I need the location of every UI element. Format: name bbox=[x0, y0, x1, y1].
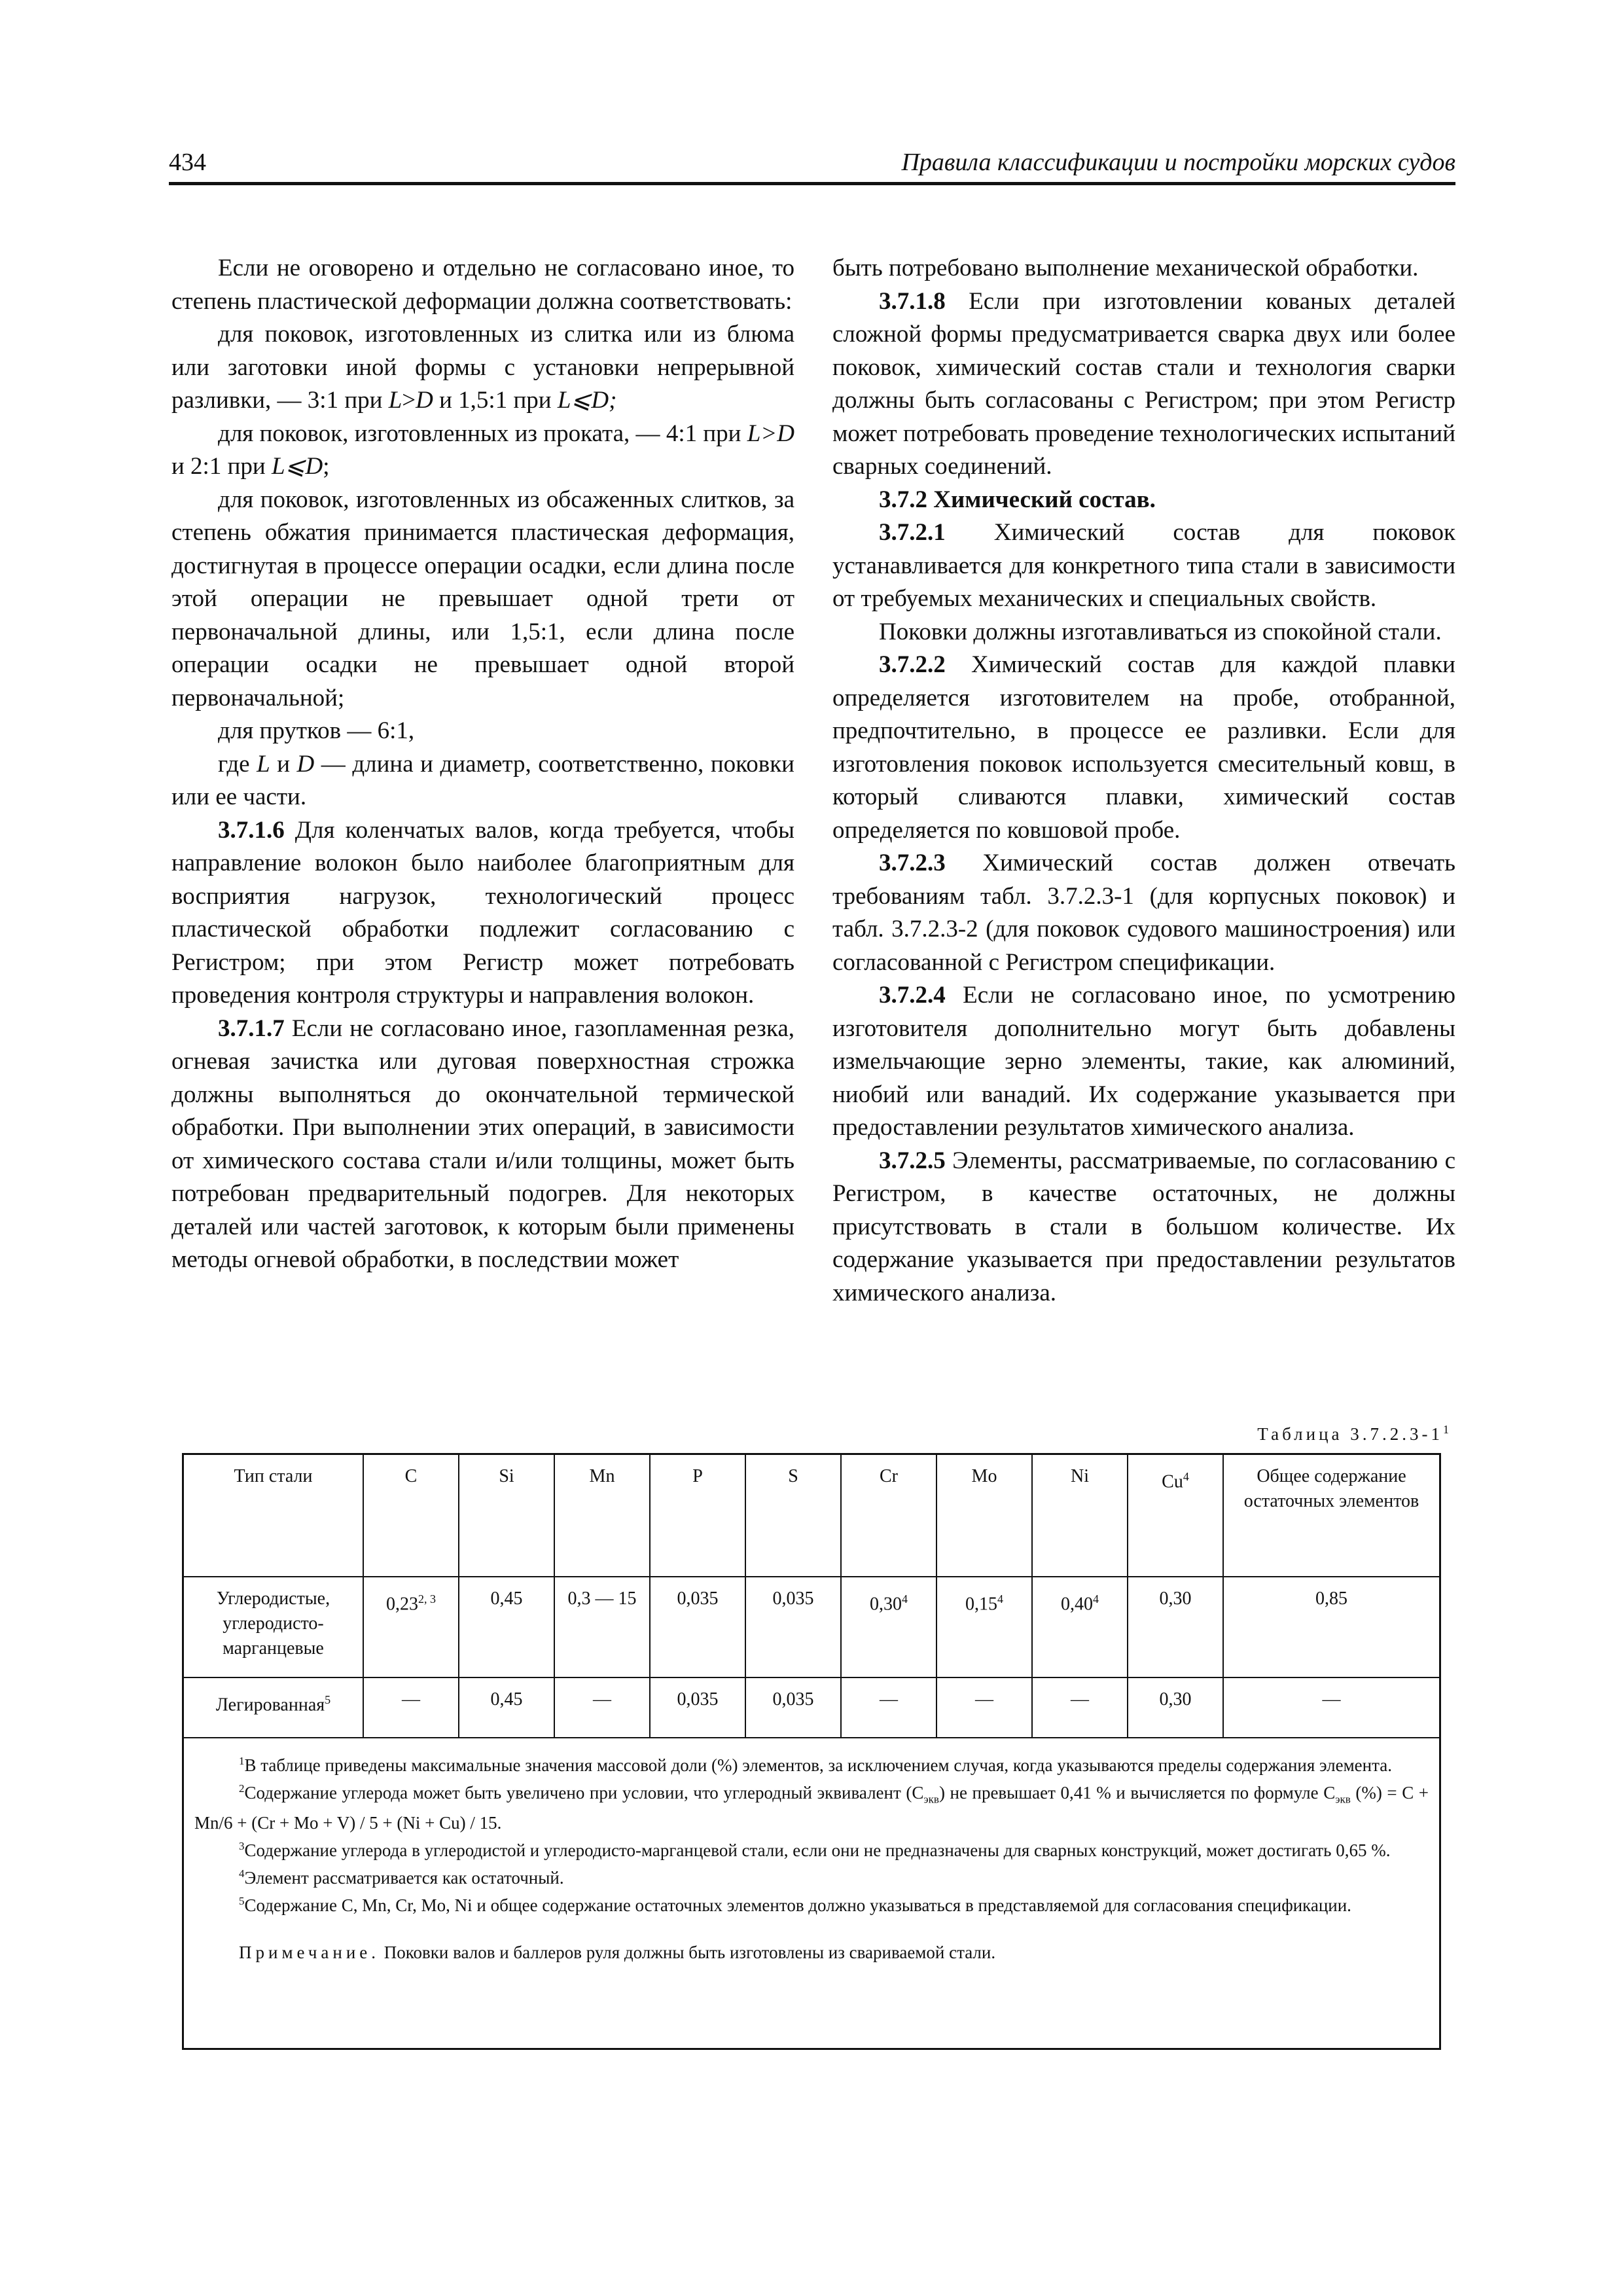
cell: 0,85 bbox=[1223, 1577, 1439, 1677]
page-number: 434 bbox=[169, 149, 206, 176]
cell: Углеродистые, углеродисто-марганцевые bbox=[184, 1577, 363, 1677]
paragraph: Если не оговорено и отдельно не согласовано иное, то степень пластической деформации должна соответствовать: bbox=[171, 255, 794, 315]
footnote: $^2$Содержание углерода может быть увеличено при условии, что углеродный эквивалент $(C_{экв})$ не превышает 0,41 % и вычисляется по формуле $C_{экв}$ (%) = C + Mn/6 + (Cr + Mo + V) / 5 + (Ni + Cu) / 15. bbox=[194, 1782, 1429, 1833]
cell: 0,035 bbox=[745, 1577, 841, 1677]
paragraph: Поковки должны изготавливаться из спокойной стали. bbox=[879, 618, 1442, 645]
section-3-7-1-6: 3.7.1.6 Для коленчатых валов, когда требуется, чтобы направление волокон было наиболее благоприятным для восприятия нагрузок, технологический процесс пластической обработки подлежит согласованию с Регистром; при этом Регистр может потребовать проведения контроля структуры и направления волокон. bbox=[171, 816, 794, 1009]
cell: — bbox=[554, 1677, 650, 1738]
table-remark: Примечание. Поковки валов и баллеров руля должны быть изготовлены из свариваемой стали. bbox=[239, 1943, 996, 1963]
header-cell: Si bbox=[459, 1455, 554, 1577]
cell: 0,30 bbox=[1128, 1677, 1223, 1738]
cell: 0,30$^4$ bbox=[841, 1577, 936, 1677]
cell: Легированная$^5$ bbox=[184, 1677, 363, 1738]
header-cell: C bbox=[363, 1455, 459, 1577]
paragraph: для поковок, изготовленных из слитка или из блюма или заготовки иной формы с установки непрерывной разливки, — 3:1 при L>D и 1,5:1 при L⩽D; bbox=[171, 321, 794, 414]
chemical-composition-table bbox=[182, 1453, 1441, 2050]
paragraph: для прутков — 6:1, bbox=[218, 717, 415, 744]
cell: 0,30 bbox=[1128, 1577, 1223, 1677]
cell: — bbox=[936, 1677, 1032, 1738]
section-3-7-2-4: 3.7.2.4 Если не согласовано иное, по усмотрению изготовителя дополнительно могут быть добавлены измельчающие зерно элементы, такие, как алюминий, ниобий или ванадий. Их содержание указывается при предоставлении результатов химического анализа. bbox=[832, 982, 1455, 1141]
table-caption: Таблица $3.7.2.3-1^1$ bbox=[1257, 1423, 1449, 1444]
section-3-7-1-7: 3.7.1.7 Если не согласовано иное, газопламенная резка, огневая зачистка или дуговая поверхностная строжка должны выполняться до окончательной термической обработки. При выполнении этих операций, в зависимости от химического состава стали и/или толщины, может быть потребован предварительный подогрев. Для некоторых деталей или частей заготовок, к которым были применены методы огневой обработки, в последствии может bbox=[171, 1014, 794, 1273]
header-cell: Cr bbox=[841, 1455, 936, 1577]
section-3-7-2-1: 3.7.2.1 Химический состав для поковок устанавливается для конкретного типа стали в зависимости от требуемых механических и специальных свойств. bbox=[832, 519, 1455, 612]
cell: — bbox=[1223, 1677, 1439, 1738]
cell: 0,3 — 15 bbox=[554, 1577, 650, 1677]
cell: — bbox=[841, 1677, 936, 1738]
cell: — bbox=[363, 1677, 459, 1738]
footnote: $^3$Содержание углерода в углеродистой и углеродисто-марганцевой стали, если они не предназначены для сварных конструкций, может достигать 0,65 %. bbox=[239, 1840, 1391, 1861]
section-3-7-2-5: 3.7.2.5 Элементы, рассматриваемые, по согласованию с Регистром, в качестве остаточных, не должны присутствовать в стали в большом количестве. Их содержание указывается при предоставлении результатов химического анализа. bbox=[832, 1147, 1455, 1306]
paragraph: для поковок, изготовленных из обсаженных слитков, за степень обжатия принимается пластическая деформация, достигнутая в процессе операции осадки, если длина после этой операции не превышает одной трети от первоначальной длины, или 1,5:1, если длина после операции осадки не превышает одной второй первоначальной; bbox=[171, 486, 794, 711]
table-footnotes bbox=[194, 1749, 1429, 1964]
paragraph: быть потребовано выполнение механической обработки. bbox=[832, 255, 1419, 281]
cell: 0,15$^4$ bbox=[936, 1577, 1032, 1677]
cell: 0,40$^4$ bbox=[1032, 1577, 1128, 1677]
section-3-7-2-2: 3.7.2.2 Химический состав для каждой плавки определяется изготовителем на пробе, отобранной, предпочтительно, в процессе ее разливки. Если для изготовления поковок используется смесительный ковш, в который сливаются плавки, химический состав определяется по ковшовой пробе. bbox=[832, 651, 1455, 844]
section-3-7-2-3: 3.7.2.3 Химический состав должен отвечать требованиям табл. 3.7.2.3-1 (для корпусных поковок) и табл. 3.7.2.3-2 (для поковок судового машиностроения) или согласованной с Регистром спецификации. bbox=[832, 850, 1455, 976]
header-cell: Mo bbox=[936, 1455, 1032, 1577]
header-cell: S bbox=[745, 1455, 841, 1577]
header-cell: Общее содержание остаточных элементов bbox=[1223, 1455, 1439, 1577]
cell: 0,035 bbox=[650, 1577, 745, 1677]
cell: 0,45 bbox=[459, 1677, 554, 1738]
table-header-row bbox=[184, 1455, 1439, 1577]
cell: 0,035 bbox=[745, 1677, 841, 1738]
footnote: $^1$В таблице приведены максимальные значения массовой доли (%) элементов, за исключением случая, когда указываются пределы содержания элемента. bbox=[239, 1755, 1392, 1775]
header-cell: Ni bbox=[1032, 1455, 1128, 1577]
footnote: $^5$Содержание C, Mn, Cr, Mo, Ni и общее содержание остаточных элементов должно указываться в представляемой для согласования спецификации. bbox=[239, 1895, 1351, 1916]
left-column bbox=[171, 252, 794, 1277]
table-row bbox=[184, 1577, 1439, 1677]
header-cell: P bbox=[650, 1455, 745, 1577]
section-3-7-1-8: 3.7.1.8 Если при изготовлении кованых деталей сложной формы предусматривается сварка двух или более поковок, химический состав стали и технология сварки должны быть согласованы с Регистром; при этом Регистр может потребовать проведение технологических испытаний сварных соединений. bbox=[832, 287, 1455, 480]
cell: — bbox=[1032, 1677, 1128, 1738]
section-heading: 3.7.2 Химический состав. bbox=[879, 486, 1156, 513]
page-header bbox=[169, 145, 1455, 185]
cell: 0,035 bbox=[650, 1677, 745, 1738]
running-title: Правила классификации и постройки морских судов bbox=[901, 149, 1455, 176]
table-grid bbox=[184, 1455, 1439, 1738]
paragraph: для поковок, изготовленных из проката, — 4:1 при L>D и 2:1 при L⩽D; bbox=[171, 420, 794, 480]
cell: 0,45 bbox=[459, 1577, 554, 1677]
right-column bbox=[832, 252, 1455, 1310]
paragraph: где L и D — длина и диаметр, соответственно, поковки или ее части. bbox=[171, 750, 794, 810]
header-cell: Mn bbox=[554, 1455, 650, 1577]
header-cell: Тип стали bbox=[184, 1455, 363, 1577]
header-cell: Cu$^4$ bbox=[1128, 1455, 1223, 1577]
cell: 0,23$^{2, 3}$ bbox=[363, 1577, 459, 1677]
table-row bbox=[184, 1677, 1439, 1738]
footnote: $^4$Элемент рассматривается как остаточный. bbox=[239, 1867, 564, 1888]
